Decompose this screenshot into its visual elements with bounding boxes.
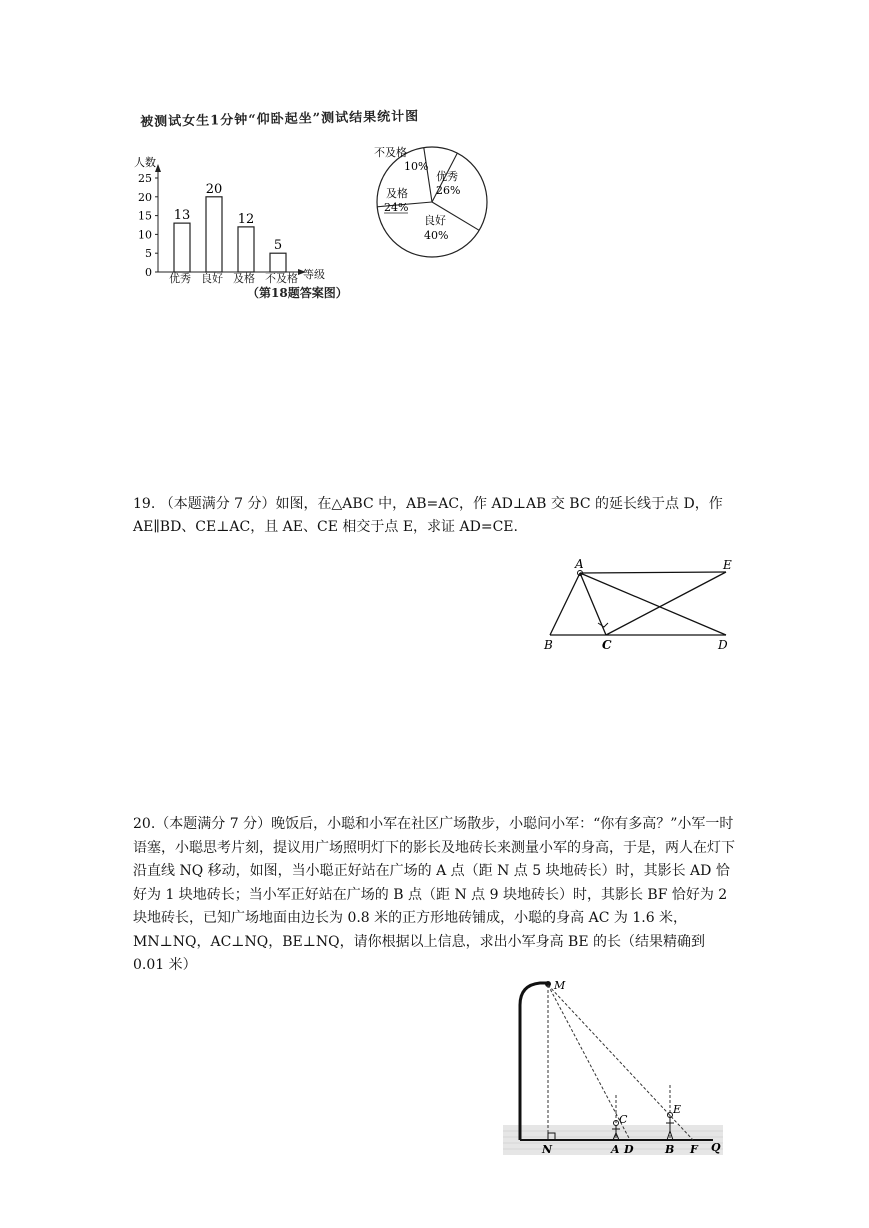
question-20-text: 20.（本题满分 7 分）晚饭后，小聪和小军在社区广场散步，小聪问小军：“你有多高？”小军一时语塞，小聪思考片刻，提议用广场照明灯下的影长及地砖长来测量小军的身高，于是，两人在灯下沿直线 NQ 移动，如图，当小聪正好站在广场的 A 点（距 N 点 5 块地砖长）时，其影长 AD 恰好为 1 块地砖长；当小军正好站在广场的 B 点（距 N 点 9 块地砖长）时，其影长 BF 恰好为 2 块地砖长，已知广场地面由边长为 0.8 米的正方形地砖铺成，小聪的身高 AC 为 1.6 米，MN⊥NQ，AC⊥NQ，BE⊥NQ，请你根据以上信息，求出小军身高 BE 的长（结果精确到 0.01 米）	[133, 816, 735, 973]
y-tick-label: 25	[138, 172, 152, 185]
bar-chart	[130, 150, 350, 285]
q20-label-D: D	[624, 1143, 634, 1156]
q19-label-D: D	[718, 638, 728, 652]
q20-label-B: B	[665, 1143, 675, 1156]
y-axis-label: 人数	[134, 156, 156, 169]
q19-label-B: B	[544, 638, 553, 652]
bar-value-label: 12	[237, 211, 255, 227]
bar	[206, 197, 222, 272]
y-tick-label: 5	[145, 247, 152, 261]
pie-label-fail-name: 不及格	[374, 146, 407, 159]
figure-caption: （第18题答案图）	[247, 286, 348, 300]
y-tick-label: 10	[138, 228, 152, 242]
q20-label-E: E	[673, 1103, 682, 1116]
bar	[174, 223, 190, 272]
question-19-text: 19. （本题满分 7 分）如图，在△ABC 中，AB=AC，作 AD⊥AB 交 BC 的延长线于点 D，作 AE∥BD、CE⊥AC，且 AE、CE 相交于点 E，求证 AD=CE.	[133, 496, 723, 535]
chart-title: 被测试女生1分钟“仰卧起坐”测试结果统计图	[140, 109, 420, 130]
bar-value-label: 13	[173, 208, 191, 224]
y-tick-label: 20	[138, 190, 152, 204]
pie-label-excellent-name: 优秀	[436, 170, 458, 183]
q19-label-C: C	[602, 638, 612, 652]
x-category-label: 不及格	[265, 272, 298, 285]
q19-triangle-figure	[540, 555, 740, 655]
pie-label-excellent-value: 26%	[436, 184, 461, 197]
pie-chart	[370, 140, 495, 265]
x-category-label: 及格	[233, 272, 255, 285]
bar-value-label: 5	[273, 238, 283, 254]
q20-label-F: F	[690, 1143, 698, 1156]
x-category-label: 优秀	[169, 272, 191, 285]
q19-label-E: E	[723, 558, 732, 572]
pie-label-pass-value: 24%	[384, 201, 409, 214]
bar-value-label: 20	[205, 181, 223, 197]
q20-label-M: M	[554, 979, 566, 992]
pie-label-good-value: 40%	[424, 229, 449, 242]
pie-label-good-name: 良好	[424, 214, 446, 227]
pie-label-fail-value: 10%	[404, 160, 429, 173]
q20-label-A: A	[611, 1143, 620, 1156]
q20-label-N: N	[542, 1143, 553, 1156]
q20-lamp-figure	[498, 975, 733, 1165]
y-tick-label: 0	[145, 266, 152, 279]
y-tick-label: 15	[138, 209, 152, 223]
q20-label-Q: Q	[711, 1141, 721, 1154]
bar	[238, 227, 254, 272]
x-axis-label: 等级	[303, 268, 325, 281]
q20-label-C: C	[619, 1113, 628, 1126]
q19-label-A: A	[575, 557, 584, 571]
pie-label-pass-name: 及格	[386, 187, 408, 200]
x-category-label: 良好	[201, 272, 223, 285]
